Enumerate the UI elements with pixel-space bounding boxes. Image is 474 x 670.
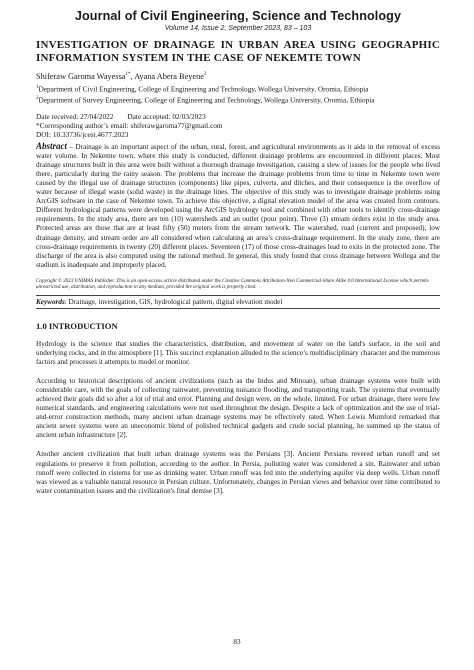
affiliation-1 [36,83,440,94]
author-name: Ayana Abera Beyene [134,71,204,81]
affiliation-marker: 2 [36,96,39,102]
date-received: Date received: 27/04/2022 [36,112,114,122]
keywords [36,296,440,308]
doi-link[interactable]: DOI: 10.33736/jcest.4677.2023 [36,130,129,140]
keywords-label: Keywords [36,297,65,306]
journal-volume-info: Volume 14, Issue 2, September 2023, 83 – 103 [164,25,312,32]
author-separator: , [130,71,135,81]
copyright-notice: Copyright © 2023 UNIMAS Publisher. This is an open-access article distributed under the Creative Commons Attribution-Non Commercial-Share Alike 4.0 International License which permits unrestricted use, distribution, and reproduction in any medium, provided the original work is properly cited. [36,277,429,291]
paragraph: Another ancient civilization that built urban drainage systems was the Persians [3]. Ancient Persians revered urban runoff and set regulations to preserve it from pollution, according to the author. In Persia, polluting water was considered a sin. Rainwater and urban runoff were collected in cisterns for use as drinking water. Urban runoff was fed into the underlying aquifer via deep wells. Urban runoff was viewed as a valuable natural resource in Persian culture. Unfortunately, changes in Persian views and behavior over time contributed to water contamination issues and the civilization's final demise [3]. [36,450,440,495]
author-list [36,70,440,82]
section-heading-introduction: 1.0 INTRODUCTION [36,320,118,331]
journal-title: Journal of Civil Engineering, Science and Technology [74,9,402,23]
abstract-dash: – [67,142,76,151]
author-name: Shiferaw Garoma Wayessa [36,71,126,81]
article-title: INVESTIGATION OF DRAINAGE IN URBAN AREA USING GEOGRAPHIC INFORMATION SYSTEM IN THE CASE OF NEKEMTE TOWN [36,39,440,64]
affiliation-2 [36,94,440,105]
page-number: 83 [233,638,241,646]
author-affiliation-marker: 2 [203,72,207,77]
paragraph: Hydrology is the science that studies the characteristics, distribution, and movement of water on the land's surface, in the soil and underlying rocks, and in the atmosphere [1]. This succinct explanation alluded to the science’s multidisciplinary character and the numerous factors and processes it attempts to model or monitor. [36,339,440,366]
abstract-text: Drainage is an important aspect of the urban, rural, forest, and agricultural environments as it aids in the removal of excess water volume. In Nekemte town, where this study is conducted, different drainage problems are encountered in different places. Most drainage structures built in this area were built without a thorough drainage investigation, causing a slew of issues for the people who lived there, particularly during the rainy season. The problems that increase the drainage problems from time to time in Nekemte town were caused by the illegal use of drainage structures (components) like pipes, culverts, and ditches, and their consequence is the overflow of water because of illegal waste (solid waste) in the drainage lines. The objective of this study was to investigate drainage problems using ArcGIS software in the case of Nekemte town. To achieve this objective, a digital elevation model of the area was created from contours. Different hydrological patterns were developed using the ArcGIS hydrology tool and combined with other tools to identify cross-drainage requirements. In the study area, there are ten (10) watersheds and an outlet (pour point). Three (3) stream orders exist in the study area. Protected areas are those that are at least fifty (50) meters from the stream network. The watershed, road (current and proposed), low drainage density, and stream order are all considered when calculating an area’s cross-drainage requirement. In the study zone, there are cross-drainage requirements in twenty (20) different places. Seventeen (17) of those cross-drainages lead to exits in the protected zone. The discharge of the area is also computed using the rational method. In general, this study found that cross drainage between Wollega and the stadium is inadequate and improperly placed. [36,142,440,269]
corresponding-email[interactable]: *Corresponding author’s email: shiferawgaroma77@gmail.com [36,121,223,131]
keywords-text: Drainage, investigation, GIS, hydrological pattern, digital elevation model [68,297,283,306]
affiliation-text: Department of Civil Engineering, College of Engineering and Technology, Wollega University, Oromia, Ethiopia [38,84,369,94]
author-affiliation-marker: 1* [125,72,131,77]
abstract [36,142,440,270]
article-dates [36,112,440,140]
keywords-bottom-rule [36,308,440,309]
keywords-colon: : [64,297,69,306]
paragraph: According to historical descriptions of ancient civilizations (such as the Indus and Minoan), urban drainage systems were built with considerable care, with the goals of collecting rainwater, preventing nuisance flooding, and transporting trash. The systems that eventually achieved their goals did so after a lot of trial and error. Planning and design were, on the whole, limited. For urban drainage, there were few numerical standards, and engineering calculations were not used throughout the design. Despite a lack of optimization and the use of trial-and-error construction methods, many ancient urban drainage systems may be effectively rated. When Lewis Mumford remarked that ancient sewer systems were an uneconomic blend of polished technical gadgets and crude social planning, he summed up the status of ancient urban infrastructure [2]. [36,376,440,440]
affiliation-marker: 1 [36,84,39,90]
affiliation-text: Department of Survey Engineering, College of Engineering and Technology, Wollega University, Oromia, Ethiopia [38,95,375,105]
abstract-label: Abstract [36,140,68,151]
date-accepted: Date accepted: 02/03/2023 [127,112,206,122]
article-page [36,9,440,496]
